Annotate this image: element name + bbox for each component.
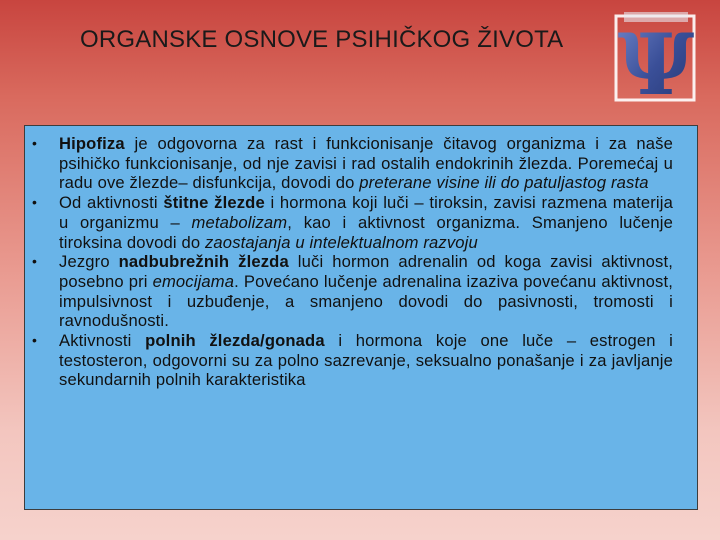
bullet-text: Od aktivnosti [59,193,164,213]
bold-term: nadbubrežnih žlezda [118,252,289,272]
bullet-text: je odgovorna za rast i funkcionisanje čitavog organizma i za naše psihičko funkcionisanje, od nje zavisi i rad ostalih endokrinih žlezda. Poremećaj u radu ove žlezde– disfunkcija, dovodi do [59,134,673,193]
content-box [24,125,698,510]
bullet-text: Aktivnosti [59,331,146,351]
psi-symbol-icon [614,12,698,104]
bold-term: Hipofiza [59,134,125,153]
bold-term: polnih žlezda/gonada [145,331,325,351]
italic-phrase: preterane visine ili do patuljastog rasta [359,173,649,193]
italic-phrase: emocijama [152,271,235,291]
bullet-item [59,193,673,252]
bullet-item [59,252,673,331]
bullet-text: luči hormon adrenalin od koga zavisi aktivnost, posebno pri [59,252,673,291]
bullet-text: . Povećano lučenje adrenalina izaziva povećanu aktivnost, impulsivnost i uzbuđenje, a smanjeno dovodi do pasivnosti, tromosti i ravnodušnosti. [59,271,673,331]
bullet-text: Jezgro [59,252,119,272]
bullet-item [59,134,673,193]
bold-term: štitne žlezde [163,193,265,213]
svg-text:Ψ: Ψ [617,15,695,104]
slide-title: ORGANSKE OSNOVE PSIHIČKOG ŽIVOTA [80,26,564,53]
italic-phrase: metabolizam [191,212,288,232]
bullet-text: i hormona koji luči – tiroksin, zavisi razmena materija u organizmu – [59,193,673,232]
bullet-text: i hormona koje one luče – estrogen i testosteron, odgovorni su za polno sazrevanje, seksualno ponašanje i za javljanje sekundarnih polnih karakteristika [59,331,674,390]
bullet-item [59,331,673,390]
italic-phrase: zaostajanja u intelektualnom razvoju [204,232,478,252]
bullet-list [25,126,697,390]
bullet-text: , kao i aktivnost organizma. Smanjeno lučenje tiroksina dovodi do [59,212,673,252]
